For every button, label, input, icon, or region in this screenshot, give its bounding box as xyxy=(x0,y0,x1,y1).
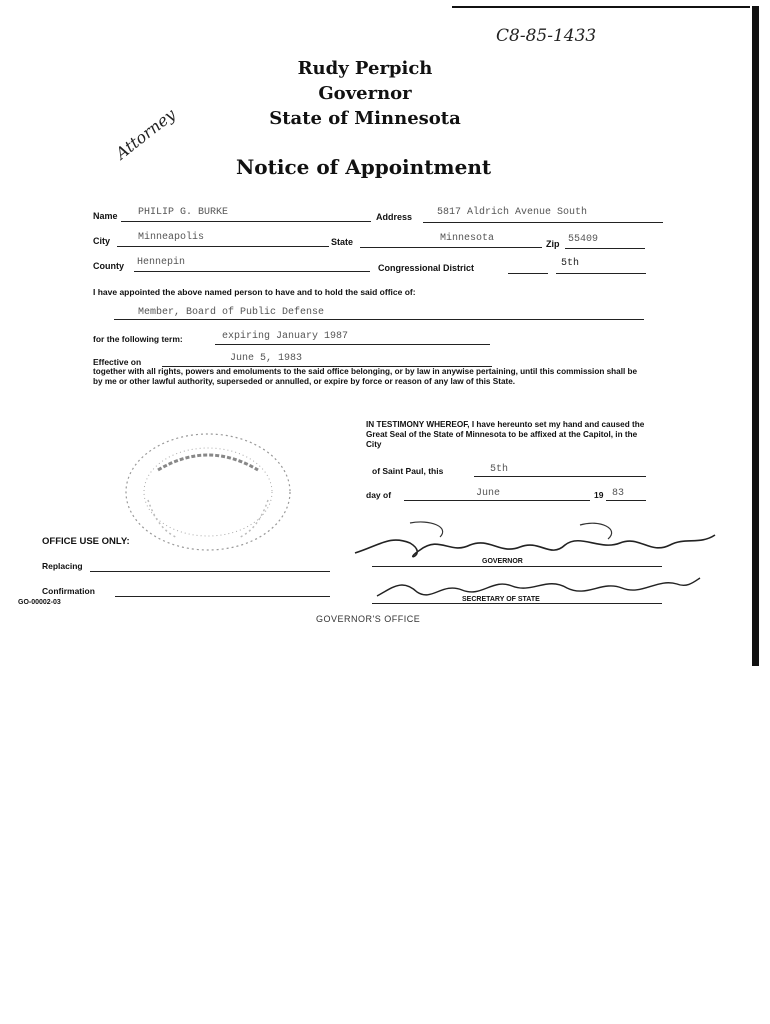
term-label: for the following term: xyxy=(93,334,183,344)
governor-name: Rudy Perpich xyxy=(297,58,433,79)
district-line-1 xyxy=(508,273,548,274)
effective-label: Effective on xyxy=(93,357,142,367)
year-label: 19 xyxy=(594,490,604,500)
secretary-label: SECRETARY OF STATE xyxy=(462,596,540,603)
county-line xyxy=(134,271,370,272)
effective-value: June 5, 1983 xyxy=(230,353,303,364)
zip-line xyxy=(565,248,645,249)
office-use-title: OFFICE USE ONLY: xyxy=(42,536,130,547)
office-value: Member, Board of Public Defense xyxy=(138,307,325,318)
city-line xyxy=(117,246,329,247)
city-value: Minneapolis xyxy=(138,232,205,243)
testimony-paragraph: IN TESTIMONY WHEREOF, I have hereunto set my hand and caused the Great Seal of the State of Minnesota to be affixed at the Capitol, in the City xyxy=(366,420,645,449)
confirmation-line xyxy=(115,596,330,597)
appointed-text: I have appointed the above named person to have and to hold the said office of: xyxy=(93,287,416,297)
form-code: GO-00002-03 xyxy=(18,599,61,606)
district-label: Congressional District xyxy=(378,263,475,273)
office-line xyxy=(114,319,644,320)
secretary-line xyxy=(372,603,662,604)
address-value: 5817 Aldrich Avenue South xyxy=(437,207,588,218)
governor-line xyxy=(372,566,662,567)
district-value: 5th xyxy=(561,258,580,269)
state-value: Minnesota xyxy=(440,233,495,244)
zip-label: Zip xyxy=(546,239,560,249)
governor-title: Governor xyxy=(318,83,412,104)
month-value: June xyxy=(476,488,501,499)
day-line xyxy=(474,476,646,477)
name-line xyxy=(121,221,371,222)
state-line xyxy=(360,247,542,248)
zip-value: 55409 xyxy=(568,234,599,245)
replacing-label: Replacing xyxy=(42,561,83,571)
great-seal-icon xyxy=(118,430,298,560)
margin-note-attorney: Attorney xyxy=(112,104,180,163)
month-line xyxy=(404,500,590,501)
term-value: expiring January 1987 xyxy=(222,331,349,342)
city-label: City xyxy=(93,236,111,246)
county-value: Hennepin xyxy=(137,257,186,268)
governors-office-stamp: GOVERNOR'S OFFICE xyxy=(316,614,421,624)
document-number: C8-85-1433 xyxy=(496,26,597,46)
rights-paragraph: together with all rights, powers and emoluments to the said office belonging, or by law in anywise pertaining, until this commission shall be by me or other lawful authority, superseded or annulled, or expire by force or reason of any law of this State. xyxy=(93,367,638,386)
confirmation-label: Confirmation xyxy=(42,586,95,596)
year-line xyxy=(606,500,646,501)
day-value: 5th xyxy=(490,464,509,475)
term-line xyxy=(215,344,490,345)
form-title: Notice of Appointment xyxy=(236,155,492,179)
county-label: County xyxy=(93,261,124,271)
year-value: 83 xyxy=(612,488,625,499)
top-border-line xyxy=(452,6,750,8)
name-label: Name xyxy=(93,211,118,221)
state-label: State xyxy=(331,237,354,247)
governor-signature-icon xyxy=(350,515,720,570)
address-label: Address xyxy=(376,212,413,222)
saint-paul-label: of Saint Paul, this xyxy=(372,466,444,476)
replacing-line xyxy=(90,571,330,572)
district-line-2 xyxy=(556,273,646,274)
right-border-bar xyxy=(752,6,759,666)
governor-label: GOVERNOR xyxy=(482,558,523,565)
name-value: PHILIP G. BURKE xyxy=(138,207,229,218)
state-name: State of Minnesota xyxy=(269,108,461,129)
day-of-label: day of xyxy=(366,490,392,500)
address-line xyxy=(423,222,663,223)
